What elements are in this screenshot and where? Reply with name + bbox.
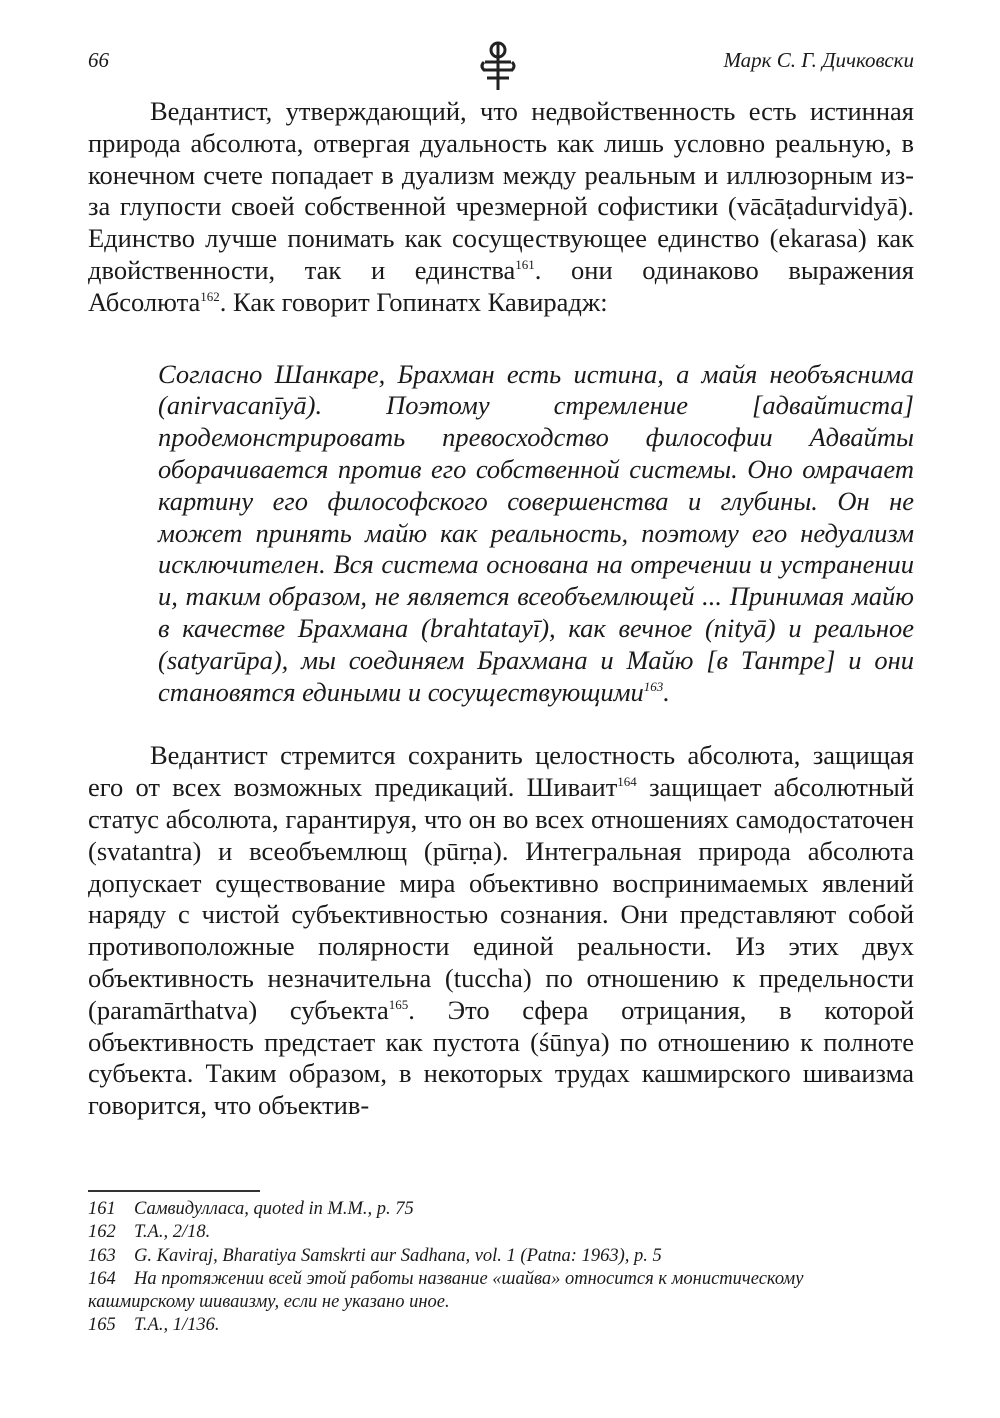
footnote xyxy=(88,1221,914,1244)
footnote-ref[interactable]: 162 xyxy=(200,288,220,304)
ornament-emblem-icon xyxy=(478,40,518,92)
paragraph-text: Ведантист стремится сохранить целостность абсолюта, защищая его от всех возможных предикаций. Шиваит xyxy=(88,740,914,803)
footnote-divider xyxy=(88,1190,260,1192)
footnote-number: 162 xyxy=(88,1222,116,1243)
running-header xyxy=(88,46,914,96)
footnote-text: G. Kaviraj, Bharatiya Samskrti aur Sadhana, vol. 1 (Patna: 1963), p. 5 xyxy=(134,1245,662,1266)
footnote-number: 165 xyxy=(88,1315,116,1336)
body-text xyxy=(88,96,914,1122)
paragraph-text: Ведантист, утверждающий, что недвойственность есть истинная природа абсолюта, отвергая дуальность как лишь условно реальную, в конечном счете попадает в дуализм между реальным и иллюзорным из-за глупости своей собственной чрезмерной софистики (vācāṭadurvidyā). Единство лучше понимать как сосуществующее единство (ekarasa) как двойственности, так и единства xyxy=(88,96,914,285)
paragraph-text: защищает абсолютный статус абсолюта, гарантируя, что он во всех отношениях самодостаточен (svatantra) и всеобъемлющ (pūrṇa). Интегральная природа абсолюта допускает существование мира объективно воспринимаемых явлений наряду с чистой субъективностью сознания. Они представляют собой противоположные полярности единой реальности. Из этих двух объективность незначительна (tuccha) по отношению к предельности (paramārthatva) субъекта xyxy=(88,772,915,1025)
footnote-ref[interactable]: 164 xyxy=(617,774,637,790)
quote-text: Согласно Шанкаре, Брахман есть истина, а майя необъяснима (anirvacanīyā). Поэтому стремление [адвайтиста] продемонстрировать превосходство философии Адвайты оборачивается против его собственной системы. Оно омрачает картину его философского совершенства и глубины. Он не может принять майю как реальность, поэтому его недуализм исключителен. Вся система основана на отречении и устранении и, таким образом, не является всеобъемлющей ... Принимая майю в качестве Брахмана (brahtatayī), как вечное (nityā) и реальное (satyarūpa), мы соединяем Брахмана и Майю [в Тантре] и они становятся едиными и сосуществующими xyxy=(158,358,914,707)
footnote-text: T.A., 2/18. xyxy=(134,1222,211,1243)
footnote-ref[interactable]: 165 xyxy=(388,996,409,1012)
footnote-ref[interactable]: 163 xyxy=(643,678,664,694)
page-number: 66 xyxy=(88,48,109,72)
footnote-text: На протяжении всей этой работы название «шайва» относится к монистическому кашмирскому шиваизму, если не указано иное. xyxy=(88,1268,804,1313)
paragraph-text: . Это сфера отрицания, в которой объективность предстает как пустота (śūnya) по отношению к полноте субъекта. Таким образом, в некоторых трудах кашмирского шиваизма говорится, что объектив- xyxy=(88,994,914,1121)
quote-end: . xyxy=(663,676,670,707)
paragraph-1 xyxy=(88,96,914,319)
footnote xyxy=(88,1314,914,1337)
paragraph-2 xyxy=(88,740,914,1122)
block-quote xyxy=(158,359,914,709)
footnote-number: 164 xyxy=(88,1268,116,1289)
footnote xyxy=(88,1268,914,1315)
footnote-ref[interactable]: 161 xyxy=(515,257,535,273)
footnote-number: 163 xyxy=(88,1245,116,1266)
header-author: Марк С. Г. Дичковски xyxy=(723,48,914,72)
footnotes xyxy=(88,1198,914,1338)
paragraph-text: . Как говорит Гопинатх Кавирадж: xyxy=(219,286,608,317)
footnote xyxy=(88,1245,914,1268)
footnote xyxy=(88,1198,914,1221)
footnote-text: T.A., 1/136. xyxy=(134,1315,220,1336)
footnote-number: 161 xyxy=(88,1199,116,1219)
paragraph-text: . они одинаково выражения Абсолюта xyxy=(88,254,914,317)
footnote-text: Самвидулласа, quoted in M.M., p. 75 xyxy=(134,1199,414,1219)
